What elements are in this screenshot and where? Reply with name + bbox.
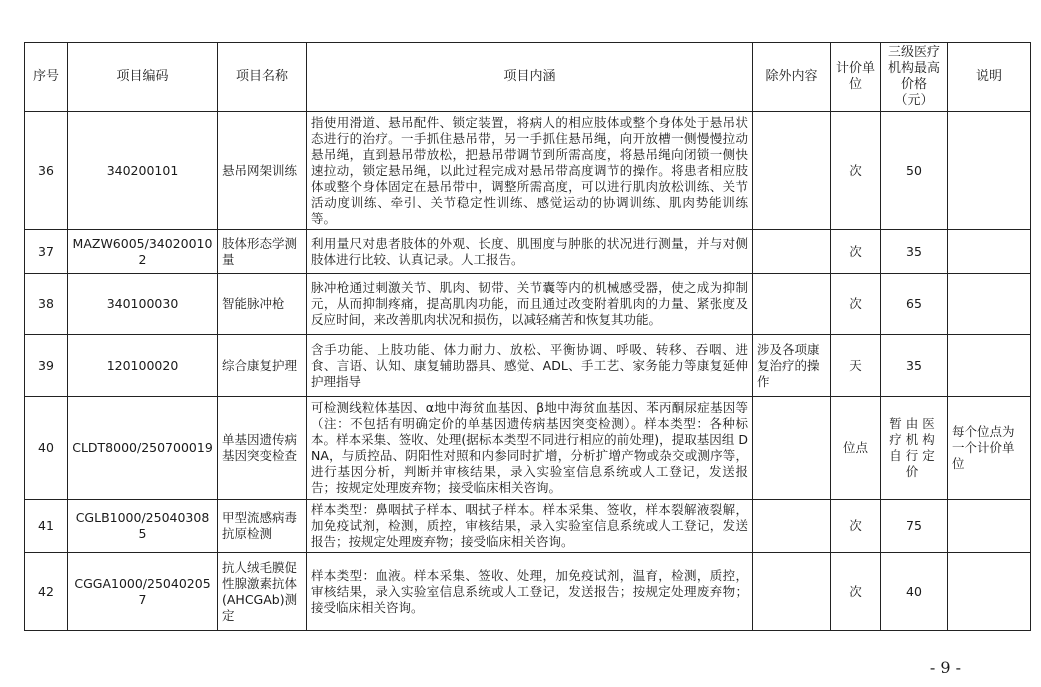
cell-unit: 次 [831, 230, 881, 274]
cell-exclusion [753, 397, 831, 500]
cell-note [948, 112, 1031, 230]
cell-content: 指使用滑道、悬吊配件、锁定装置，将病人的相应肢体或整个身体处于悬吊状态进行的治疗。一手抓住悬吊带，另一手抓住悬吊绳，向开放槽一侧慢慢拉动悬吊绳，直到悬吊带放松，把悬吊带调节到所需高度，将悬吊绳向闭锁一侧快速拉动，锁定悬吊绳，以此过程完成对悬吊带高度调节的操作。将患者相应肢体或整个身体固定在悬吊带中，调整所需高度，可以进行肌肉放松训练、关节活动度训练、牵引、关节稳定性训练、感觉运动的协调训练、肌肉势能训练等。 [307, 112, 753, 230]
cell-unit: 次 [831, 500, 881, 553]
cell-exclusion [753, 500, 831, 553]
cell-price: 40 [881, 553, 948, 631]
cell-price: 35 [881, 230, 948, 274]
cell-note [948, 553, 1031, 631]
header-unit: 计价单位 [831, 43, 881, 112]
cell-name: 综合康复护理 [218, 335, 307, 397]
table-row [25, 553, 1031, 631]
table-row [25, 397, 1031, 500]
cell-name: 甲型流感病毒抗原检测 [218, 500, 307, 553]
cell-price: 65 [881, 274, 948, 335]
cell-seq: 40 [25, 397, 68, 500]
cell-seq: 41 [25, 500, 68, 553]
cell-seq: 42 [25, 553, 68, 631]
cell-code: 340100030 [68, 274, 218, 335]
cell-seq: 39 [25, 335, 68, 397]
cell-unit: 次 [831, 274, 881, 335]
cell-code: 340200101 [68, 112, 218, 230]
page-number: - 9 - [929, 658, 961, 677]
cell-unit: 位点 [831, 397, 881, 500]
table-row [25, 112, 1031, 230]
header-code: 项目编码 [68, 43, 218, 112]
cell-name: 智能脉冲枪 [218, 274, 307, 335]
price-table [24, 42, 1031, 631]
cell-content: 含手功能、上肢功能、体力耐力、放松、平衡协调、呼吸、转移、吞咽、进食、言语、认知、康复辅助器具、感觉、ADL、手工艺、家务能力等康复延伸护理指导 [307, 335, 753, 397]
header-content: 项目内涵 [307, 43, 753, 112]
cell-code: MAZW6005/340200102 [68, 230, 218, 274]
cell-content: 利用量尺对患者肢体的外观、长度、肌围度与肿胀的状况进行测量，并与对侧肢体进行比较、认真记录。人工报告。 [307, 230, 753, 274]
table-row [25, 274, 1031, 335]
cell-unit: 次 [831, 553, 881, 631]
header-row [25, 43, 1031, 112]
table-row [25, 335, 1031, 397]
cell-code: CGGA1000/250402057 [68, 553, 218, 631]
cell-exclusion [753, 553, 831, 631]
cell-price: 35 [881, 335, 948, 397]
cell-exclusion: 涉及各项康复治疗的操作 [753, 335, 831, 397]
cell-exclusion [753, 230, 831, 274]
cell-price: 暂由医疗机构自行定价 [881, 397, 948, 500]
cell-content: 脉冲枪通过刺激关节、肌肉、韧带、关节囊等内的机械感受器，使之成为抑制元，从而抑制疼痛，提高肌肉功能，而且通过改变附着肌肉的力量、紧张度及反应时间，来改善肌肉状况和损伤，以减轻痛苦和恢复其功能。 [307, 274, 753, 335]
cell-content: 可检测线粒体基因、α地中海贫血基因、β地中海贫血基因、苯丙酮尿症基因等（注：不包括有明确定价的单基因遗传病基因突变检测）。样本类型：各种标本。样本采集、签收、处理(据标本类型不同进行相应的前处理)，提取基因组 DNA，与质控品、阴阳性对照和内参同时扩增，分析扩增产物或杂交或测序等，进行基因分析，判断并审核结果，录入实验室信息系统或人工登记，发送报告；按规定处理废弃物；接受临床相关咨询。 [307, 397, 753, 500]
cell-note [948, 335, 1031, 397]
cell-exclusion [753, 112, 831, 230]
cell-note [948, 500, 1031, 553]
header-name: 项目名称 [218, 43, 307, 112]
cell-content: 样本类型：鼻咽拭子样本、咽拭子样本。样本采集、签收，样本裂解液裂解，加免疫试剂，检测，质控，审核结果，录入实验室信息系统或人工登记，发送报告；按规定处理废弃物；接受临床相关咨询。 [307, 500, 753, 553]
cell-content: 样本类型：血液。样本采集、签收、处理，加免疫试剂，温育，检测，质控，审核结果，录入实验室信息系统或人工登记，发送报告；按规定处理废弃物；接受临床相关咨询。 [307, 553, 753, 631]
cell-note [948, 230, 1031, 274]
cell-note: 每个位点为一个计价单位 [948, 397, 1031, 500]
header-exclusion: 除外内容 [753, 43, 831, 112]
cell-seq: 38 [25, 274, 68, 335]
header-note: 说明 [948, 43, 1031, 112]
table-row [25, 230, 1031, 274]
cell-name: 悬吊网架训练 [218, 112, 307, 230]
header-price: 三级医疗机构最高价格（元） [881, 43, 948, 112]
cell-unit: 次 [831, 112, 881, 230]
cell-seq: 36 [25, 112, 68, 230]
cell-price: 50 [881, 112, 948, 230]
header-seq: 序号 [25, 43, 68, 112]
cell-code: CLDT8000/250700019 [68, 397, 218, 500]
cell-seq: 37 [25, 230, 68, 274]
cell-price: 75 [881, 500, 948, 553]
cell-name: 单基因遗传病基因突变检查 [218, 397, 307, 500]
cell-exclusion [753, 274, 831, 335]
cell-code: 120100020 [68, 335, 218, 397]
cell-unit: 天 [831, 335, 881, 397]
cell-note [948, 274, 1031, 335]
cell-code: CGLB1000/250403085 [68, 500, 218, 553]
cell-name: 肢体形态学测量 [218, 230, 307, 274]
cell-name: 抗人绒毛膜促性腺激素抗体(AHCGAb)测定 [218, 553, 307, 631]
table-row [25, 500, 1031, 553]
